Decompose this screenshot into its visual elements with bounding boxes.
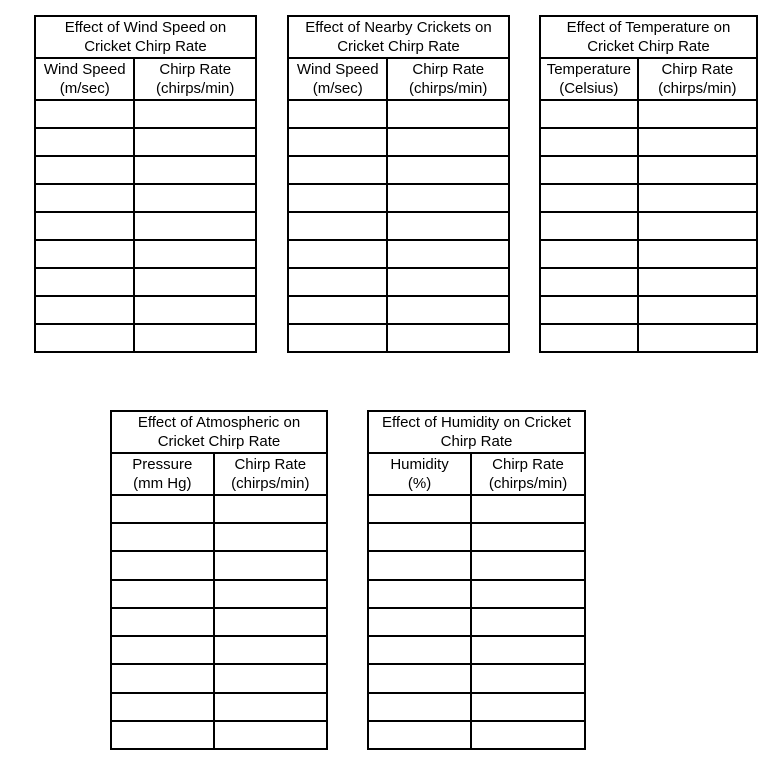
table-header-row [288, 58, 509, 100]
empty-cell [111, 551, 214, 579]
empty-data-row [540, 296, 757, 324]
empty-data-row [35, 128, 256, 156]
empty-data-row [35, 100, 256, 128]
empty-cell [35, 296, 134, 324]
empty-cell [35, 100, 134, 128]
empty-cell [368, 551, 471, 579]
empty-data-row [35, 240, 256, 268]
empty-cell [387, 240, 509, 268]
column-header-line: Chirp Rate [159, 61, 232, 78]
empty-data-row [288, 184, 509, 212]
empty-cell [214, 608, 327, 636]
empty-cell [387, 100, 509, 128]
data-table-wind-speed [34, 15, 257, 353]
empty-data-row [288, 296, 509, 324]
column-header-chirp-rate [387, 58, 509, 100]
empty-data-row [368, 580, 585, 608]
empty-cell [368, 580, 471, 608]
empty-cell [471, 608, 585, 636]
empty-cell [638, 268, 757, 296]
empty-cell [638, 240, 757, 268]
empty-cell [368, 523, 471, 551]
empty-cell [471, 495, 585, 523]
table-header-row [111, 453, 327, 495]
column-header-line: Chirp Rate [412, 61, 485, 78]
table-title-line: Cricket Chirp Rate [157, 433, 281, 450]
empty-cell [540, 100, 638, 128]
table-title-row [35, 16, 256, 58]
empty-cell [288, 184, 387, 212]
empty-cell [214, 664, 327, 692]
empty-cell [35, 128, 134, 156]
empty-data-row [368, 551, 585, 579]
table-title-line: Cricket Chirp Rate [337, 38, 460, 55]
empty-data-row [540, 268, 757, 296]
empty-cell [471, 580, 585, 608]
table-title-line: Effect of Atmospheric on [137, 414, 301, 431]
table-title-row [540, 16, 757, 58]
empty-cell [111, 664, 214, 692]
empty-cell [134, 296, 256, 324]
empty-data-row [540, 128, 757, 156]
column-header-line: (Celsius) [559, 80, 619, 97]
empty-data-row [368, 636, 585, 664]
empty-cell [288, 212, 387, 240]
table-title [540, 16, 757, 58]
column-header-line: (m/sec) [59, 80, 110, 97]
empty-data-row [35, 212, 256, 240]
empty-data-row [111, 495, 327, 523]
column-header-line: (chirps/min) [488, 475, 568, 492]
column-header-line: (chirps/min) [156, 80, 235, 97]
empty-cell [368, 721, 471, 749]
column-header-wind-speed [288, 58, 387, 100]
empty-cell [288, 268, 387, 296]
empty-cell [368, 664, 471, 692]
column-header-line: (chirps/min) [658, 80, 737, 97]
table-body [35, 100, 256, 352]
empty-cell [387, 212, 509, 240]
empty-cell [368, 495, 471, 523]
empty-cell [387, 268, 509, 296]
empty-cell [368, 636, 471, 664]
empty-cell [134, 156, 256, 184]
empty-data-row [111, 551, 327, 579]
empty-data-row [35, 156, 256, 184]
table-body [368, 495, 585, 749]
empty-cell [111, 608, 214, 636]
empty-data-row [288, 240, 509, 268]
column-header-line: Wind Speed [296, 61, 379, 78]
data-table-atmospheric-pressure [110, 410, 328, 750]
empty-cell [134, 100, 256, 128]
empty-cell [111, 693, 214, 721]
empty-cell [214, 523, 327, 551]
empty-data-row [111, 580, 327, 608]
empty-cell [471, 551, 585, 579]
table-title-row [288, 16, 509, 58]
empty-data-row [288, 324, 509, 352]
empty-cell [35, 184, 134, 212]
empty-cell [368, 608, 471, 636]
table-header-row [368, 453, 585, 495]
empty-cell [387, 296, 509, 324]
empty-cell [288, 128, 387, 156]
empty-data-row [368, 693, 585, 721]
empty-cell [111, 636, 214, 664]
column-header-line: Wind Speed [43, 61, 126, 78]
empty-data-row [288, 212, 509, 240]
empty-cell [638, 184, 757, 212]
column-header-chirp-rate [214, 453, 327, 495]
empty-cell [638, 128, 757, 156]
empty-data-row [35, 184, 256, 212]
empty-cell [134, 184, 256, 212]
empty-cell [471, 636, 585, 664]
empty-data-row [288, 128, 509, 156]
column-header-line: (chirps/min) [231, 475, 310, 492]
table-title-line: Effect of Nearby Crickets on [305, 19, 492, 36]
empty-cell [111, 523, 214, 551]
empty-data-row [35, 324, 256, 352]
empty-data-row [368, 495, 585, 523]
column-header-line: Temperature [546, 61, 631, 78]
column-header-chirp-rate [638, 58, 757, 100]
empty-cell [638, 296, 757, 324]
empty-data-row [540, 184, 757, 212]
table-title-row [111, 411, 327, 453]
empty-cell [288, 296, 387, 324]
empty-cell [638, 212, 757, 240]
table-body [111, 495, 327, 749]
empty-data-row [111, 664, 327, 692]
empty-data-row [111, 636, 327, 664]
empty-cell [214, 693, 327, 721]
column-header-line: Chirp Rate [492, 456, 564, 473]
column-header-line: Chirp Rate [234, 456, 307, 473]
empty-data-row [35, 296, 256, 324]
empty-cell [288, 324, 387, 352]
empty-cell [540, 324, 638, 352]
empty-cell [540, 128, 638, 156]
column-header-line: Chirp Rate [661, 61, 734, 78]
empty-cell [35, 268, 134, 296]
empty-data-row [288, 156, 509, 184]
empty-cell [288, 156, 387, 184]
table-title [35, 16, 256, 58]
empty-cell [134, 268, 256, 296]
empty-cell [540, 240, 638, 268]
empty-cell [540, 268, 638, 296]
empty-cell [214, 721, 327, 749]
empty-cell [35, 324, 134, 352]
table-title [368, 411, 585, 453]
empty-cell [387, 184, 509, 212]
table-title-row [368, 411, 585, 453]
empty-cell [368, 693, 471, 721]
empty-cell [540, 184, 638, 212]
data-table-nearby-crickets [287, 15, 510, 353]
empty-cell [471, 664, 585, 692]
empty-cell [35, 156, 134, 184]
empty-cell [134, 324, 256, 352]
empty-cell [540, 156, 638, 184]
empty-data-row [111, 693, 327, 721]
table-body [540, 100, 757, 352]
empty-cell [471, 693, 585, 721]
column-header-line: Humidity [390, 456, 449, 473]
empty-cell [471, 721, 585, 749]
empty-cell [214, 636, 327, 664]
column-header-line: (%) [407, 475, 432, 492]
table-body [288, 100, 509, 352]
empty-cell [134, 128, 256, 156]
empty-data-row [111, 608, 327, 636]
empty-data-row [368, 721, 585, 749]
empty-data-row [111, 523, 327, 551]
empty-cell [134, 212, 256, 240]
table-title-line: Effect of Temperature on [566, 19, 731, 36]
empty-cell [288, 100, 387, 128]
empty-cell [35, 212, 134, 240]
empty-data-row [540, 212, 757, 240]
column-header-line: (mm Hg) [133, 475, 192, 492]
empty-cell [638, 324, 757, 352]
empty-cell [540, 212, 638, 240]
table-title-line: Cricket Chirp Rate [587, 38, 710, 55]
empty-data-row [368, 523, 585, 551]
empty-cell [288, 240, 387, 268]
table-title [288, 16, 509, 58]
empty-cell [638, 156, 757, 184]
empty-cell [111, 721, 214, 749]
empty-data-row [368, 608, 585, 636]
empty-data-row [540, 100, 757, 128]
column-header-pressure [111, 453, 214, 495]
empty-cell [387, 128, 509, 156]
table-header-row [35, 58, 256, 100]
table-title-line: Effect of Wind Speed on [64, 19, 227, 36]
empty-cell [387, 156, 509, 184]
table-title [111, 411, 327, 453]
column-header-chirp-rate [134, 58, 256, 100]
table-header-row [540, 58, 757, 100]
column-header-temperature [540, 58, 638, 100]
data-table-temperature [539, 15, 758, 353]
empty-data-row [288, 268, 509, 296]
table-title-line: Cricket Chirp Rate [84, 38, 207, 55]
empty-data-row [540, 240, 757, 268]
column-header-line: (m/sec) [312, 80, 363, 97]
empty-cell [471, 523, 585, 551]
empty-cell [540, 296, 638, 324]
empty-cell [134, 240, 256, 268]
empty-data-row [540, 324, 757, 352]
column-header-humidity [368, 453, 471, 495]
column-header-chirp-rate [471, 453, 585, 495]
empty-data-row [35, 268, 256, 296]
empty-data-row [111, 721, 327, 749]
empty-cell [111, 495, 214, 523]
empty-data-row [288, 100, 509, 128]
empty-cell [638, 100, 757, 128]
empty-cell [387, 324, 509, 352]
empty-cell [214, 580, 327, 608]
empty-cell [214, 551, 327, 579]
column-header-wind-speed [35, 58, 134, 100]
empty-cell [214, 495, 327, 523]
table-title-line: Effect of Humidity on Cricket [382, 414, 571, 431]
empty-data-row [368, 664, 585, 692]
empty-cell [35, 240, 134, 268]
data-table-humidity [367, 410, 586, 750]
empty-cell [111, 580, 214, 608]
empty-data-row [540, 156, 757, 184]
table-title-line: Chirp Rate [440, 433, 513, 450]
column-header-line: (chirps/min) [409, 80, 488, 97]
column-header-line: Pressure [132, 456, 193, 473]
